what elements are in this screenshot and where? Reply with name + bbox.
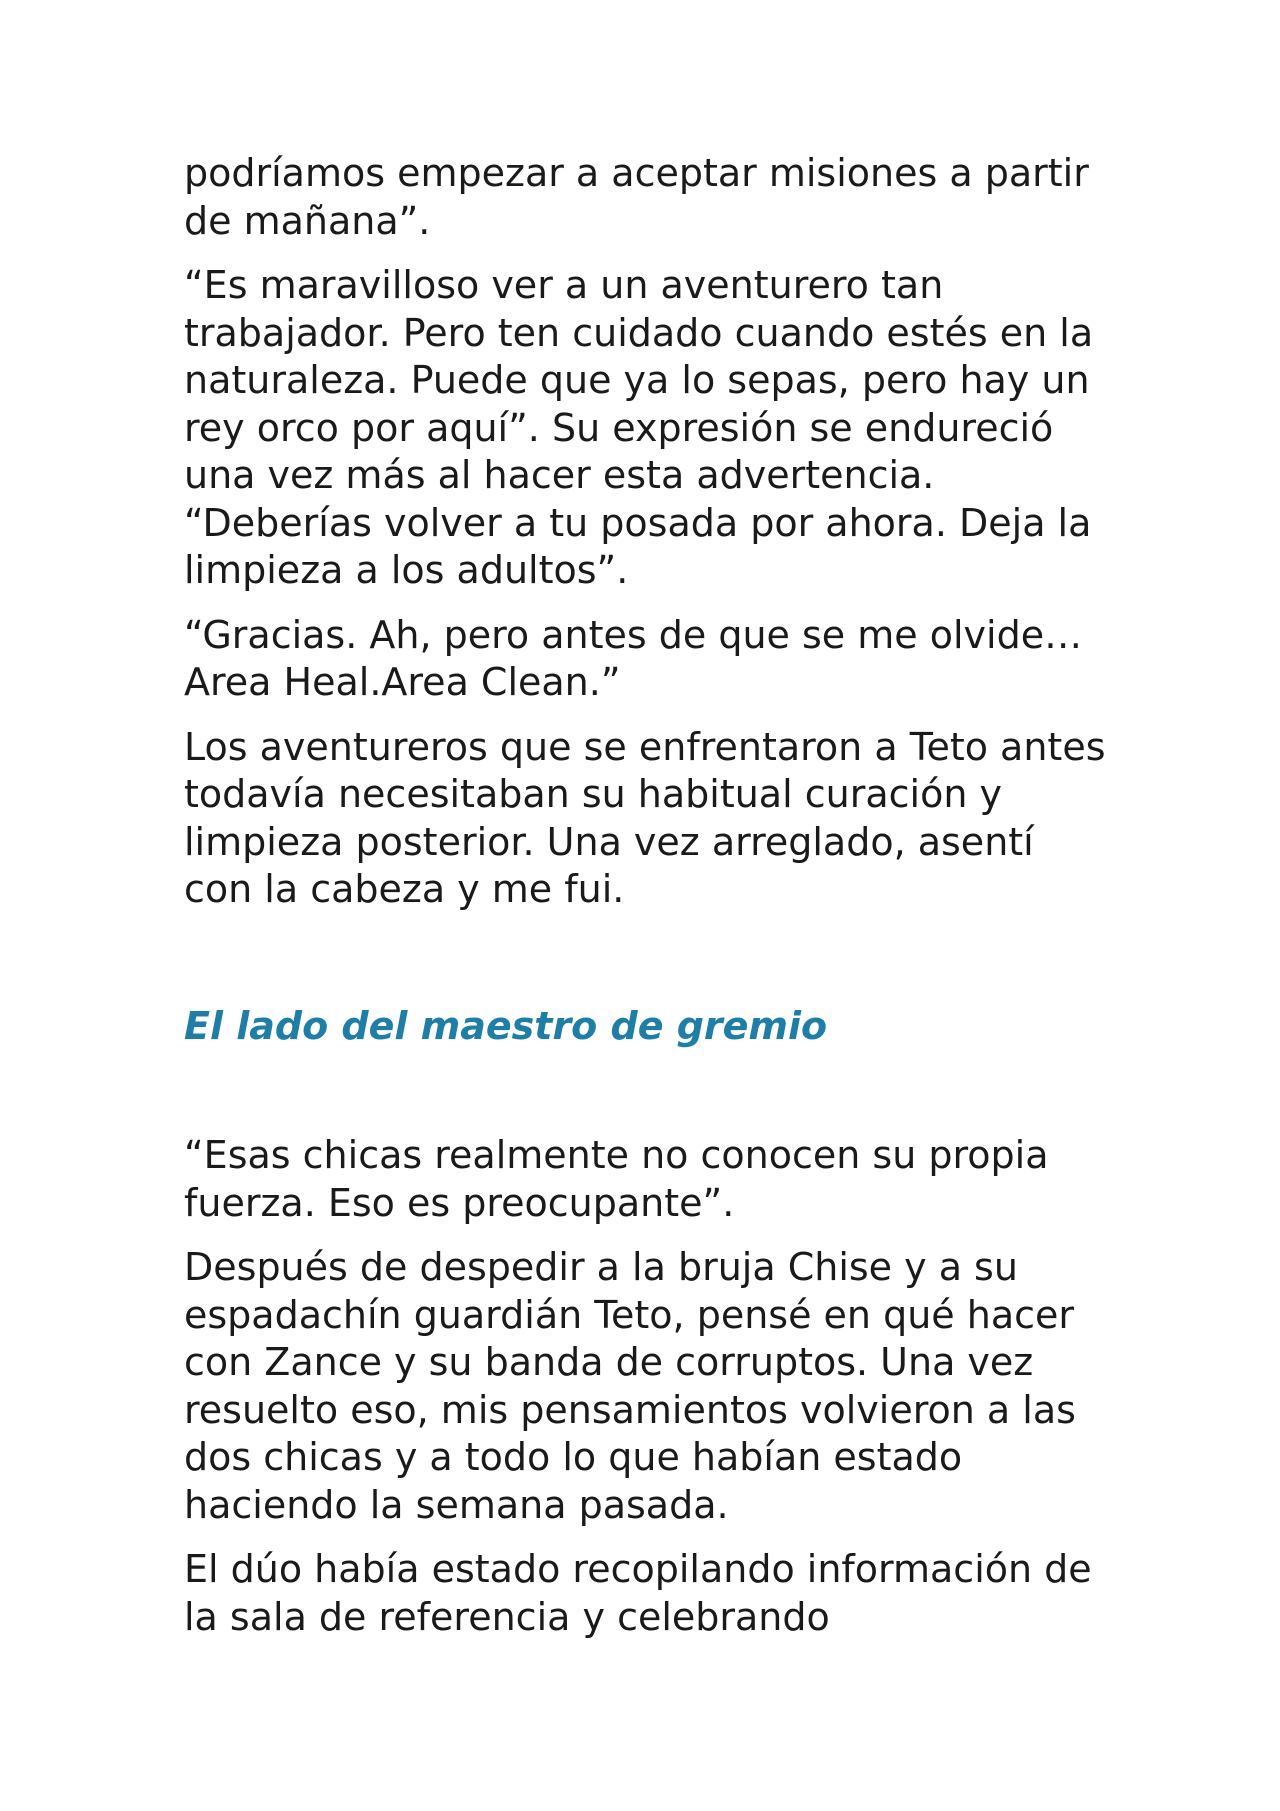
paragraph: “Es maravilloso ver a un aventurero tan trabajador. Pero ten cuidado cuando estés en la naturaleza. Puede que ya lo sepas, pero hay un rey orco por aquí”. Su expresión se endureció una vez más al hacer esta advertencia. “Deberías volver a tu posada por ahora. Deja la limpieza a los adultos”. xyxy=(184,263,1094,592)
paragraph: El dúo había estado recopilando información de la sala de referencia y celebrando xyxy=(184,1547,1092,1639)
paragraph: “Esas chicas realmente no conocen su propia fuerza. Eso es preocupante”. xyxy=(184,1133,1049,1225)
section-heading: El lado del maestro de gremio xyxy=(184,1003,828,1048)
paragraph: Los aventureros que se enfrentaron a Teto antes todavía necesitaban su habitual curación y limpieza posterior. Una vez arreglado, asentí con la cabeza y me fui. xyxy=(184,724,1106,911)
paragraph: “Gracias. Ah, pero antes de que se me olvide… Area Heal.Area Clean.” xyxy=(184,612,1083,704)
document-page xyxy=(184,150,1114,1658)
paragraph: podríamos empezar a aceptar misiones a partir de mañana”. xyxy=(184,151,1089,243)
paragraph: Después de despedir a la bruja Chise y a su espadachín guardián Teto, pensé en qué hacer con Zance y su banda de corruptos. Una vez resuelto eso, mis pensamientos volvieron a las dos chicas y a todo lo que habían estado haciendo la semana pasada. xyxy=(184,1245,1076,1527)
